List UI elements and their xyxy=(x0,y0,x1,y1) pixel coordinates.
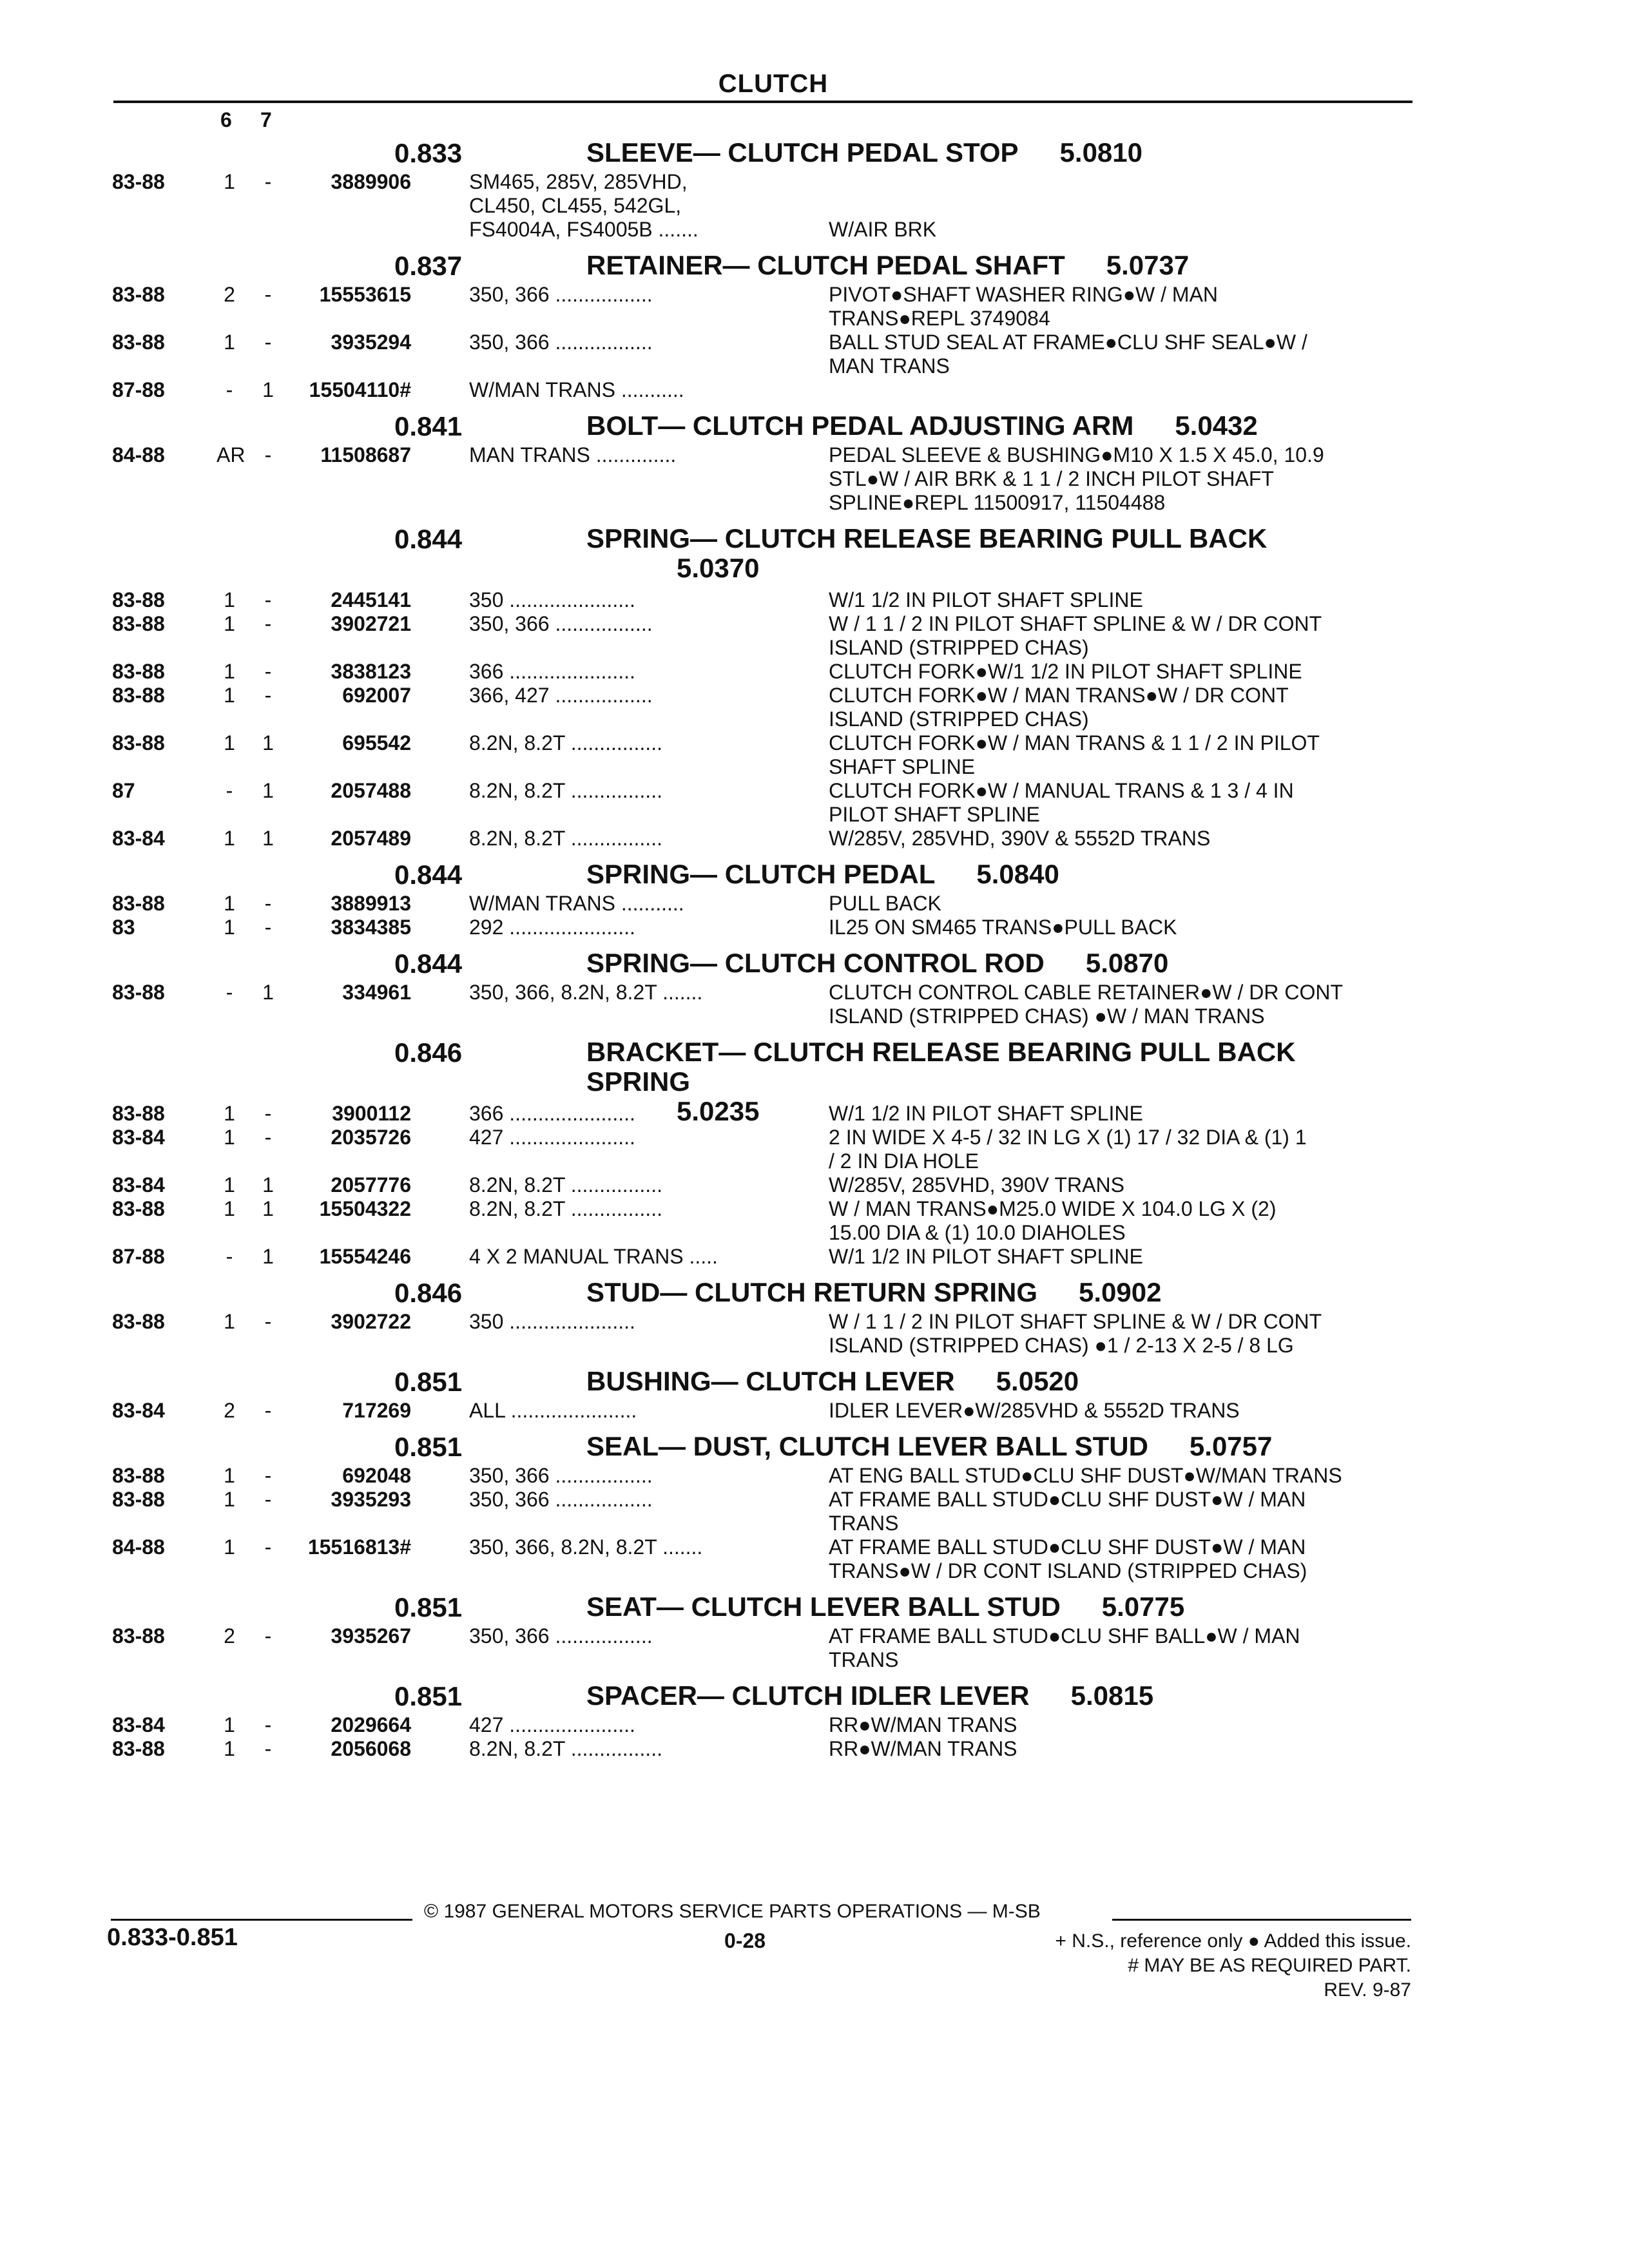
qty-col7-cell: - xyxy=(264,170,272,193)
qty-col7-cell: - xyxy=(264,1399,272,1422)
group-title: RETAINER— CLUTCH PEDAL SHAFT xyxy=(586,250,1065,280)
qty-col7-cell: - xyxy=(264,283,272,306)
year-cell: 83-88 xyxy=(112,1737,165,1760)
qty-col6-cell: 1 xyxy=(224,731,235,754)
qty-col6-cell: 1 xyxy=(224,588,235,611)
models-cell: 8.2N, 8.2T ................ xyxy=(469,1173,662,1196)
group-reference: 5.0810 xyxy=(1059,137,1143,168)
group-reference: 5.0757 xyxy=(1189,1431,1273,1461)
description-cell: CLUTCH FORK●W / MAN TRANS & 1 1 / 2 IN PILOT SHAFT SPLINE xyxy=(829,731,1320,778)
part-number-cell: 3902721 xyxy=(331,612,411,635)
group-header xyxy=(0,1587,1629,1624)
year-cell: 83-84 xyxy=(112,827,165,850)
part-number-cell: 695542 xyxy=(342,731,411,754)
description-cell: AT FRAME BALL STUD●CLU SHF DUST●W / MAN TRANS●W / DR CONT ISLAND (STRIPPED CHAS) xyxy=(829,1535,1307,1582)
part-number-cell: 2445141 xyxy=(331,588,411,611)
part-number-cell: 717269 xyxy=(342,1399,411,1422)
models-cell: 427 ...................... xyxy=(469,1713,635,1736)
part-row xyxy=(0,443,1629,515)
qty-col7-cell: - xyxy=(264,1713,272,1736)
description-cell: AT FRAME BALL STUD●CLU SHF DUST●W / MAN TRANS xyxy=(829,1488,1306,1535)
description-cell: RR●W/MAN TRANS xyxy=(829,1713,1017,1736)
models-cell: 427 ...................... xyxy=(469,1126,635,1149)
qty-col7-cell: - xyxy=(264,660,272,683)
models-cell: 8.2N, 8.2T ................ xyxy=(469,1737,662,1760)
qty-col6-cell: 1 xyxy=(224,1310,235,1333)
models-cell: SM465, 285V, 285VHD, CL450, CL455, 542GL, FS4004A, FS4005B ....... xyxy=(469,170,699,241)
column-6-header: 6 xyxy=(220,108,232,131)
group-title: STUD— CLUTCH RETURN SPRING xyxy=(586,1277,1037,1307)
year-cell: 83-88 xyxy=(112,331,165,354)
part-number-cell: 15516813# xyxy=(307,1535,411,1559)
group-header xyxy=(0,1273,1629,1310)
group-code: 0.851 xyxy=(394,1367,463,1397)
description-cell: IL25 ON SM465 TRANS●PULL BACK xyxy=(829,916,1177,939)
part-number-cell: 334961 xyxy=(342,981,411,1004)
qty-col6-cell: 1 xyxy=(224,1535,235,1559)
qty-col7-cell: 1 xyxy=(262,1173,274,1196)
part-row xyxy=(0,588,1629,612)
group-title-block xyxy=(586,1592,1385,1622)
year-cell: 83-88 xyxy=(112,892,165,915)
year-cell: 83-88 xyxy=(112,612,165,635)
year-cell: 83-88 xyxy=(112,1197,165,1220)
group-code: 0.841 xyxy=(394,411,463,441)
legend-line-2: # MAY BE AS REQUIRED PART. xyxy=(1128,1955,1411,1976)
year-cell: 83-88 xyxy=(112,588,165,611)
description-cell: W / MAN TRANS●M25.0 WIDE X 104.0 LG X (2) 15.00 DIA & (1) 10.0 DIAHOLES xyxy=(829,1197,1277,1244)
qty-col6-cell: 1 xyxy=(224,660,235,683)
part-number-cell: 15504110# xyxy=(309,378,411,401)
part-row xyxy=(0,1399,1629,1423)
part-row xyxy=(0,779,1629,827)
group-title-block xyxy=(586,138,1385,168)
group-reference: 5.0370 xyxy=(677,553,760,583)
group-header xyxy=(0,1676,1629,1713)
models-cell: W/MAN TRANS ........... xyxy=(469,892,684,915)
group-title-block xyxy=(586,1367,1385,1396)
qty-col6-cell: 1 xyxy=(224,612,235,635)
part-row xyxy=(0,731,1629,779)
qty-col6-cell: - xyxy=(226,981,233,1004)
part-number-cell: 15504322 xyxy=(319,1197,411,1220)
qty-col7-cell: - xyxy=(264,612,272,635)
group-code: 0.833 xyxy=(394,138,463,168)
qty-col6-cell: 1 xyxy=(224,1488,235,1511)
description-cell: PEDAL SLEEVE & BUSHING●M10 X 1.5 X 45.0, 10.9 STL●W / AIR BRK & 1 1 / 2 INCH PILOT SHAFT SPLINE●REPL 11500917, 11504488 xyxy=(829,443,1324,514)
qty-col7-cell: - xyxy=(264,916,272,939)
group-title: SEAL— DUST, CLUTCH LEVER BALL STUD xyxy=(586,1431,1148,1461)
qty-col6-cell: 1 xyxy=(224,1737,235,1760)
column-7-header: 7 xyxy=(260,108,272,131)
page-title: CLUTCH xyxy=(718,70,829,98)
part-number-cell: 3935294 xyxy=(331,331,411,354)
group-code: 0.851 xyxy=(394,1592,463,1622)
models-cell: 350, 366 ................. xyxy=(469,1464,653,1487)
part-row xyxy=(0,1737,1629,1761)
part-number-cell: 2057489 xyxy=(331,827,411,850)
group-title-block xyxy=(586,1432,1385,1461)
qty-col6-cell: 2 xyxy=(224,1624,235,1648)
group-header xyxy=(0,854,1629,892)
description-cell: W/1 1/2 IN PILOT SHAFT SPLINE xyxy=(829,588,1143,611)
year-cell: 87 xyxy=(112,779,135,802)
models-cell: 8.2N, 8.2T ................ xyxy=(469,1197,662,1220)
group-title: BRACKET— CLUTCH RELEASE BEARING PULL BACK SPRING xyxy=(586,1037,1296,1097)
qty-col7-cell: - xyxy=(264,1310,272,1333)
year-cell: 83-88 xyxy=(112,1488,165,1511)
group-reference: 5.0902 xyxy=(1079,1277,1162,1307)
part-row xyxy=(0,1624,1629,1672)
qty-col7-cell: - xyxy=(264,1737,272,1760)
models-cell: 350, 366 ................. xyxy=(469,1624,653,1648)
description-cell: CLUTCH FORK●W / MAN TRANS●W / DR CONT ISLAND (STRIPPED CHAS) xyxy=(829,684,1289,731)
qty-col7-cell: 1 xyxy=(262,827,274,850)
qty-col6-cell: 1 xyxy=(224,170,235,193)
qty-col6-cell: 1 xyxy=(224,1197,235,1220)
models-cell: 8.2N, 8.2T ................ xyxy=(469,779,662,802)
part-row xyxy=(0,1310,1629,1358)
part-number-cell: 3889913 xyxy=(331,892,411,915)
year-cell: 83-88 xyxy=(112,981,165,1004)
part-number-cell: 3900112 xyxy=(332,1102,411,1125)
group-reference: 5.0737 xyxy=(1106,250,1190,280)
part-number-cell: 3935267 xyxy=(331,1624,411,1648)
year-cell: 84-88 xyxy=(112,1535,165,1559)
qty-col6-cell: - xyxy=(226,779,233,802)
group-title-block xyxy=(586,411,1385,441)
part-number-cell: 15553615 xyxy=(319,283,411,306)
footer-legend xyxy=(1055,1929,1411,2003)
part-row xyxy=(0,1173,1629,1197)
qty-col6-cell: 1 xyxy=(224,1713,235,1736)
models-cell: ALL ...................... xyxy=(469,1399,637,1422)
qty-col7-cell: - xyxy=(264,1624,272,1648)
group-header xyxy=(0,245,1629,283)
models-cell: 350, 366 ................. xyxy=(469,283,653,306)
models-cell: 350, 366, 8.2N, 8.2T ....... xyxy=(469,981,703,1004)
description-cell: CLUTCH FORK●W / MANUAL TRANS & 1 3 / 4 IN PILOT SHAFT SPLINE xyxy=(829,779,1294,826)
year-cell: 83-88 xyxy=(112,1464,165,1487)
year-cell: 87-88 xyxy=(112,378,165,401)
part-row xyxy=(0,1535,1629,1583)
year-cell: 83-88 xyxy=(112,1102,165,1125)
group-code: 0.851 xyxy=(394,1681,463,1711)
qty-col6-cell: 2 xyxy=(224,283,235,306)
part-row xyxy=(0,1126,1629,1173)
group-reference: 5.0235 xyxy=(677,1096,760,1126)
year-cell: 83-88 xyxy=(112,1624,165,1648)
qty-col6-cell: 1 xyxy=(224,916,235,939)
group-reference: 5.0840 xyxy=(976,859,1059,889)
description-cell: PIVOT●SHAFT WASHER RING●W / MAN TRANS●REPL 3749084 xyxy=(829,283,1219,330)
part-row xyxy=(0,1713,1629,1737)
year-cell: 83-84 xyxy=(112,1126,165,1149)
part-row xyxy=(0,1102,1629,1126)
models-cell: 350 ...................... xyxy=(469,1310,635,1333)
description-cell: CLUTCH FORK●W/1 1/2 IN PILOT SHAFT SPLINE xyxy=(829,660,1302,683)
models-cell: 4 X 2 MANUAL TRANS ..... xyxy=(469,1245,718,1268)
group-code: 0.846 xyxy=(394,1037,463,1068)
qty-col6-cell: 1 xyxy=(224,1102,235,1125)
qty-col6-cell: 2 xyxy=(224,1399,235,1422)
year-cell: 83-88 xyxy=(112,283,165,306)
qty-col6-cell: - xyxy=(226,378,233,401)
description-cell: W/1 1/2 IN PILOT SHAFT SPLINE xyxy=(829,1245,1143,1268)
models-cell: 350, 366 ................. xyxy=(469,1488,653,1511)
models-cell: 350, 366 ................. xyxy=(469,331,653,354)
description-cell: W/AIR BRK xyxy=(829,218,937,241)
group-title-block xyxy=(586,524,1385,583)
qty-col7-cell: 1 xyxy=(262,981,274,1004)
part-row xyxy=(0,892,1629,916)
group-header xyxy=(0,943,1629,981)
year-cell: 83-84 xyxy=(112,1713,165,1736)
qty-col7-cell: 1 xyxy=(262,731,274,754)
description-cell: BALL STUD SEAL AT FRAME●CLU SHF SEAL●W / MAN TRANS xyxy=(829,331,1307,378)
part-row xyxy=(0,916,1629,939)
qty-col6-cell: 1 xyxy=(224,331,235,354)
part-row xyxy=(0,1464,1629,1488)
description-cell: 2 IN WIDE X 4-5 / 32 IN LG X (1) 17 / 32 DIA & (1) 1 / 2 IN DIA HOLE xyxy=(829,1126,1307,1173)
description-cell: RR●W/MAN TRANS xyxy=(829,1737,1017,1760)
qty-col6-cell: - xyxy=(226,1245,233,1268)
part-row xyxy=(0,1488,1629,1535)
year-cell: 87-88 xyxy=(112,1245,165,1268)
qty-col7-cell: - xyxy=(264,1464,272,1487)
group-reference: 5.0815 xyxy=(1070,1680,1154,1711)
description-cell: AT FRAME BALL STUD●CLU SHF BALL●W / MAN TRANS xyxy=(829,1624,1300,1671)
qty-col6-cell: 1 xyxy=(224,1126,235,1149)
part-number-cell: 692007 xyxy=(342,684,411,707)
models-cell: MAN TRANS .............. xyxy=(469,443,677,466)
models-cell: 366 ...................... xyxy=(469,1102,635,1125)
qty-col6-cell: 1 xyxy=(224,892,235,915)
qty-col7-cell: - xyxy=(264,1535,272,1559)
legend-line-1: + N.S., reference only ● Added this issue. xyxy=(1055,1930,1411,1952)
legend-line-3: REV. 9-87 xyxy=(1324,1979,1411,2001)
qty-col7-cell: 1 xyxy=(262,1197,274,1220)
part-number-cell: 3935293 xyxy=(331,1488,411,1511)
qty-col6-cell: AR xyxy=(217,443,246,466)
part-row xyxy=(0,660,1629,684)
qty-col7-cell: - xyxy=(264,588,272,611)
qty-col7-cell: - xyxy=(264,1488,272,1511)
models-cell: 350 ...................... xyxy=(469,588,635,611)
footer-copyright: © 1987 GENERAL MOTORS SERVICE PARTS OPERATIONS — M-SB xyxy=(424,1901,1041,1922)
models-cell: 350, 366, 8.2N, 8.2T ....... xyxy=(469,1535,703,1559)
qty-col6-cell: 1 xyxy=(224,684,235,707)
part-row xyxy=(0,170,1629,242)
part-number-cell: 2035726 xyxy=(331,1126,411,1149)
group-reference: 5.0870 xyxy=(1085,948,1169,978)
group-header xyxy=(0,133,1629,170)
description-cell: PULL BACK xyxy=(829,892,941,915)
group-reference: 5.0775 xyxy=(1101,1591,1185,1622)
part-number-cell: 2057488 xyxy=(331,779,411,802)
year-cell: 83-84 xyxy=(112,1173,165,1196)
group-code: 0.844 xyxy=(394,948,463,979)
part-row xyxy=(0,684,1629,731)
group-title: BUSHING— CLUTCH LEVER xyxy=(586,1366,955,1396)
description-cell: W/285V, 285VHD, 390V TRANS xyxy=(829,1173,1124,1196)
qty-col7-cell: - xyxy=(264,684,272,707)
year-cell: 83-88 xyxy=(112,1310,165,1333)
part-number-cell: 2057776 xyxy=(331,1173,411,1196)
year-cell: 83-88 xyxy=(112,660,165,683)
part-number-cell: 2029664 xyxy=(331,1713,411,1736)
qty-col6-cell: 1 xyxy=(224,1464,235,1487)
year-cell: 83-88 xyxy=(112,170,165,193)
year-cell: 84-88 xyxy=(112,443,165,466)
qty-col7-cell: - xyxy=(264,1126,272,1149)
group-header xyxy=(0,519,1629,588)
year-cell: 83-88 xyxy=(112,684,165,707)
group-title: SEAT— CLUTCH LEVER BALL STUD xyxy=(586,1591,1061,1622)
group-title: SPRING— CLUTCH RELEASE BEARING PULL BACK xyxy=(586,523,1268,553)
group-title-block xyxy=(586,1278,1385,1307)
footer-code-range: 0.833-0.851 xyxy=(107,1924,238,1951)
group-reference: 5.0432 xyxy=(1175,410,1258,441)
part-row xyxy=(0,612,1629,660)
models-cell: 8.2N, 8.2T ................ xyxy=(469,731,662,754)
part-row xyxy=(0,331,1629,378)
description-cell: W/285V, 285VHD, 390V & 5552D TRANS xyxy=(829,827,1211,850)
year-cell: 83-88 xyxy=(112,731,165,754)
description-cell: IDLER LEVER●W/285VHD & 5552D TRANS xyxy=(829,1399,1240,1422)
group-code: 0.844 xyxy=(394,860,463,890)
part-number-cell: 3838123 xyxy=(331,660,411,683)
qty-col7-cell: 1 xyxy=(262,779,274,802)
part-number-cell: 692048 xyxy=(342,1464,411,1487)
part-number-cell: 3834385 xyxy=(331,916,411,939)
part-row xyxy=(0,1245,1629,1269)
group-code: 0.851 xyxy=(394,1432,463,1462)
description-cell: W/1 1/2 IN PILOT SHAFT SPLINE xyxy=(829,1102,1143,1125)
part-row xyxy=(0,283,1629,331)
models-cell: 366, 427 ................. xyxy=(469,684,653,707)
group-title: SPRING— CLUTCH PEDAL xyxy=(586,859,936,889)
group-title: SLEEVE— CLUTCH PEDAL STOP xyxy=(586,137,1019,168)
part-row xyxy=(0,1197,1629,1245)
part-row xyxy=(0,981,1629,1028)
qty-col6-cell: 1 xyxy=(224,827,235,850)
group-title: SPACER— CLUTCH IDLER LEVER xyxy=(586,1680,1030,1711)
group-title-block xyxy=(586,948,1385,978)
qty-col7-cell: 1 xyxy=(262,378,274,401)
models-cell: W/MAN TRANS ........... xyxy=(469,378,684,401)
year-cell: 83 xyxy=(112,916,135,939)
part-row xyxy=(0,378,1629,402)
qty-col7-cell: - xyxy=(264,1102,272,1125)
footer-rule-left xyxy=(111,1919,412,1921)
group-title: BOLT— CLUTCH PEDAL ADJUSTING ARM xyxy=(586,410,1134,441)
part-number-cell: 3902722 xyxy=(331,1310,411,1333)
description-cell: W / 1 1 / 2 IN PILOT SHAFT SPLINE & W / DR CONT ISLAND (STRIPPED CHAS) xyxy=(829,612,1322,659)
qty-col7-cell: 1 xyxy=(262,1245,274,1268)
group-title-block xyxy=(586,251,1385,280)
description-cell: W / 1 1 / 2 IN PILOT SHAFT SPLINE & W / DR CONT ISLAND (STRIPPED CHAS) ●1 / 2-13 X 2-5 / 8 LG xyxy=(829,1310,1322,1357)
group-code: 0.837 xyxy=(394,251,463,281)
group-reference: 5.0520 xyxy=(996,1366,1079,1396)
group-header xyxy=(0,406,1629,443)
group-title-block xyxy=(586,1681,1385,1711)
description-cell: AT ENG BALL STUD●CLU SHF DUST●W/MAN TRANS xyxy=(829,1464,1342,1487)
qty-col7-cell: - xyxy=(264,331,272,354)
qty-col6-cell: 1 xyxy=(224,1173,235,1196)
part-number-cell: 2056068 xyxy=(331,1737,411,1760)
models-cell: 292 ...................... xyxy=(469,916,635,939)
group-code: 0.846 xyxy=(394,1278,463,1308)
group-header xyxy=(0,1427,1629,1464)
page-number: 0-28 xyxy=(724,1929,766,1952)
part-row xyxy=(0,827,1629,850)
qty-col7-cell: - xyxy=(264,892,272,915)
description-cell: CLUTCH CONTROL CABLE RETAINER●W / DR CONT ISLAND (STRIPPED CHAS) ●W / MAN TRANS xyxy=(829,981,1344,1028)
qty-col7-cell: - xyxy=(264,443,272,466)
header-rule xyxy=(113,101,1412,103)
part-number-cell: 11508687 xyxy=(320,443,411,466)
group-code: 0.844 xyxy=(394,524,463,554)
models-cell: 366 ...................... xyxy=(469,660,635,683)
footer-rule-right xyxy=(1112,1919,1411,1921)
models-cell: 8.2N, 8.2T ................ xyxy=(469,827,662,850)
group-title: SPRING— CLUTCH CONTROL ROD xyxy=(586,948,1045,978)
part-number-cell: 15554246 xyxy=(319,1245,411,1268)
group-header xyxy=(0,1361,1629,1399)
part-number-cell: 3889906 xyxy=(331,170,411,193)
year-cell: 83-84 xyxy=(112,1399,165,1422)
group-title-block xyxy=(586,860,1385,889)
parts-list xyxy=(0,129,1629,1761)
models-cell: 350, 366 ................. xyxy=(469,612,653,635)
